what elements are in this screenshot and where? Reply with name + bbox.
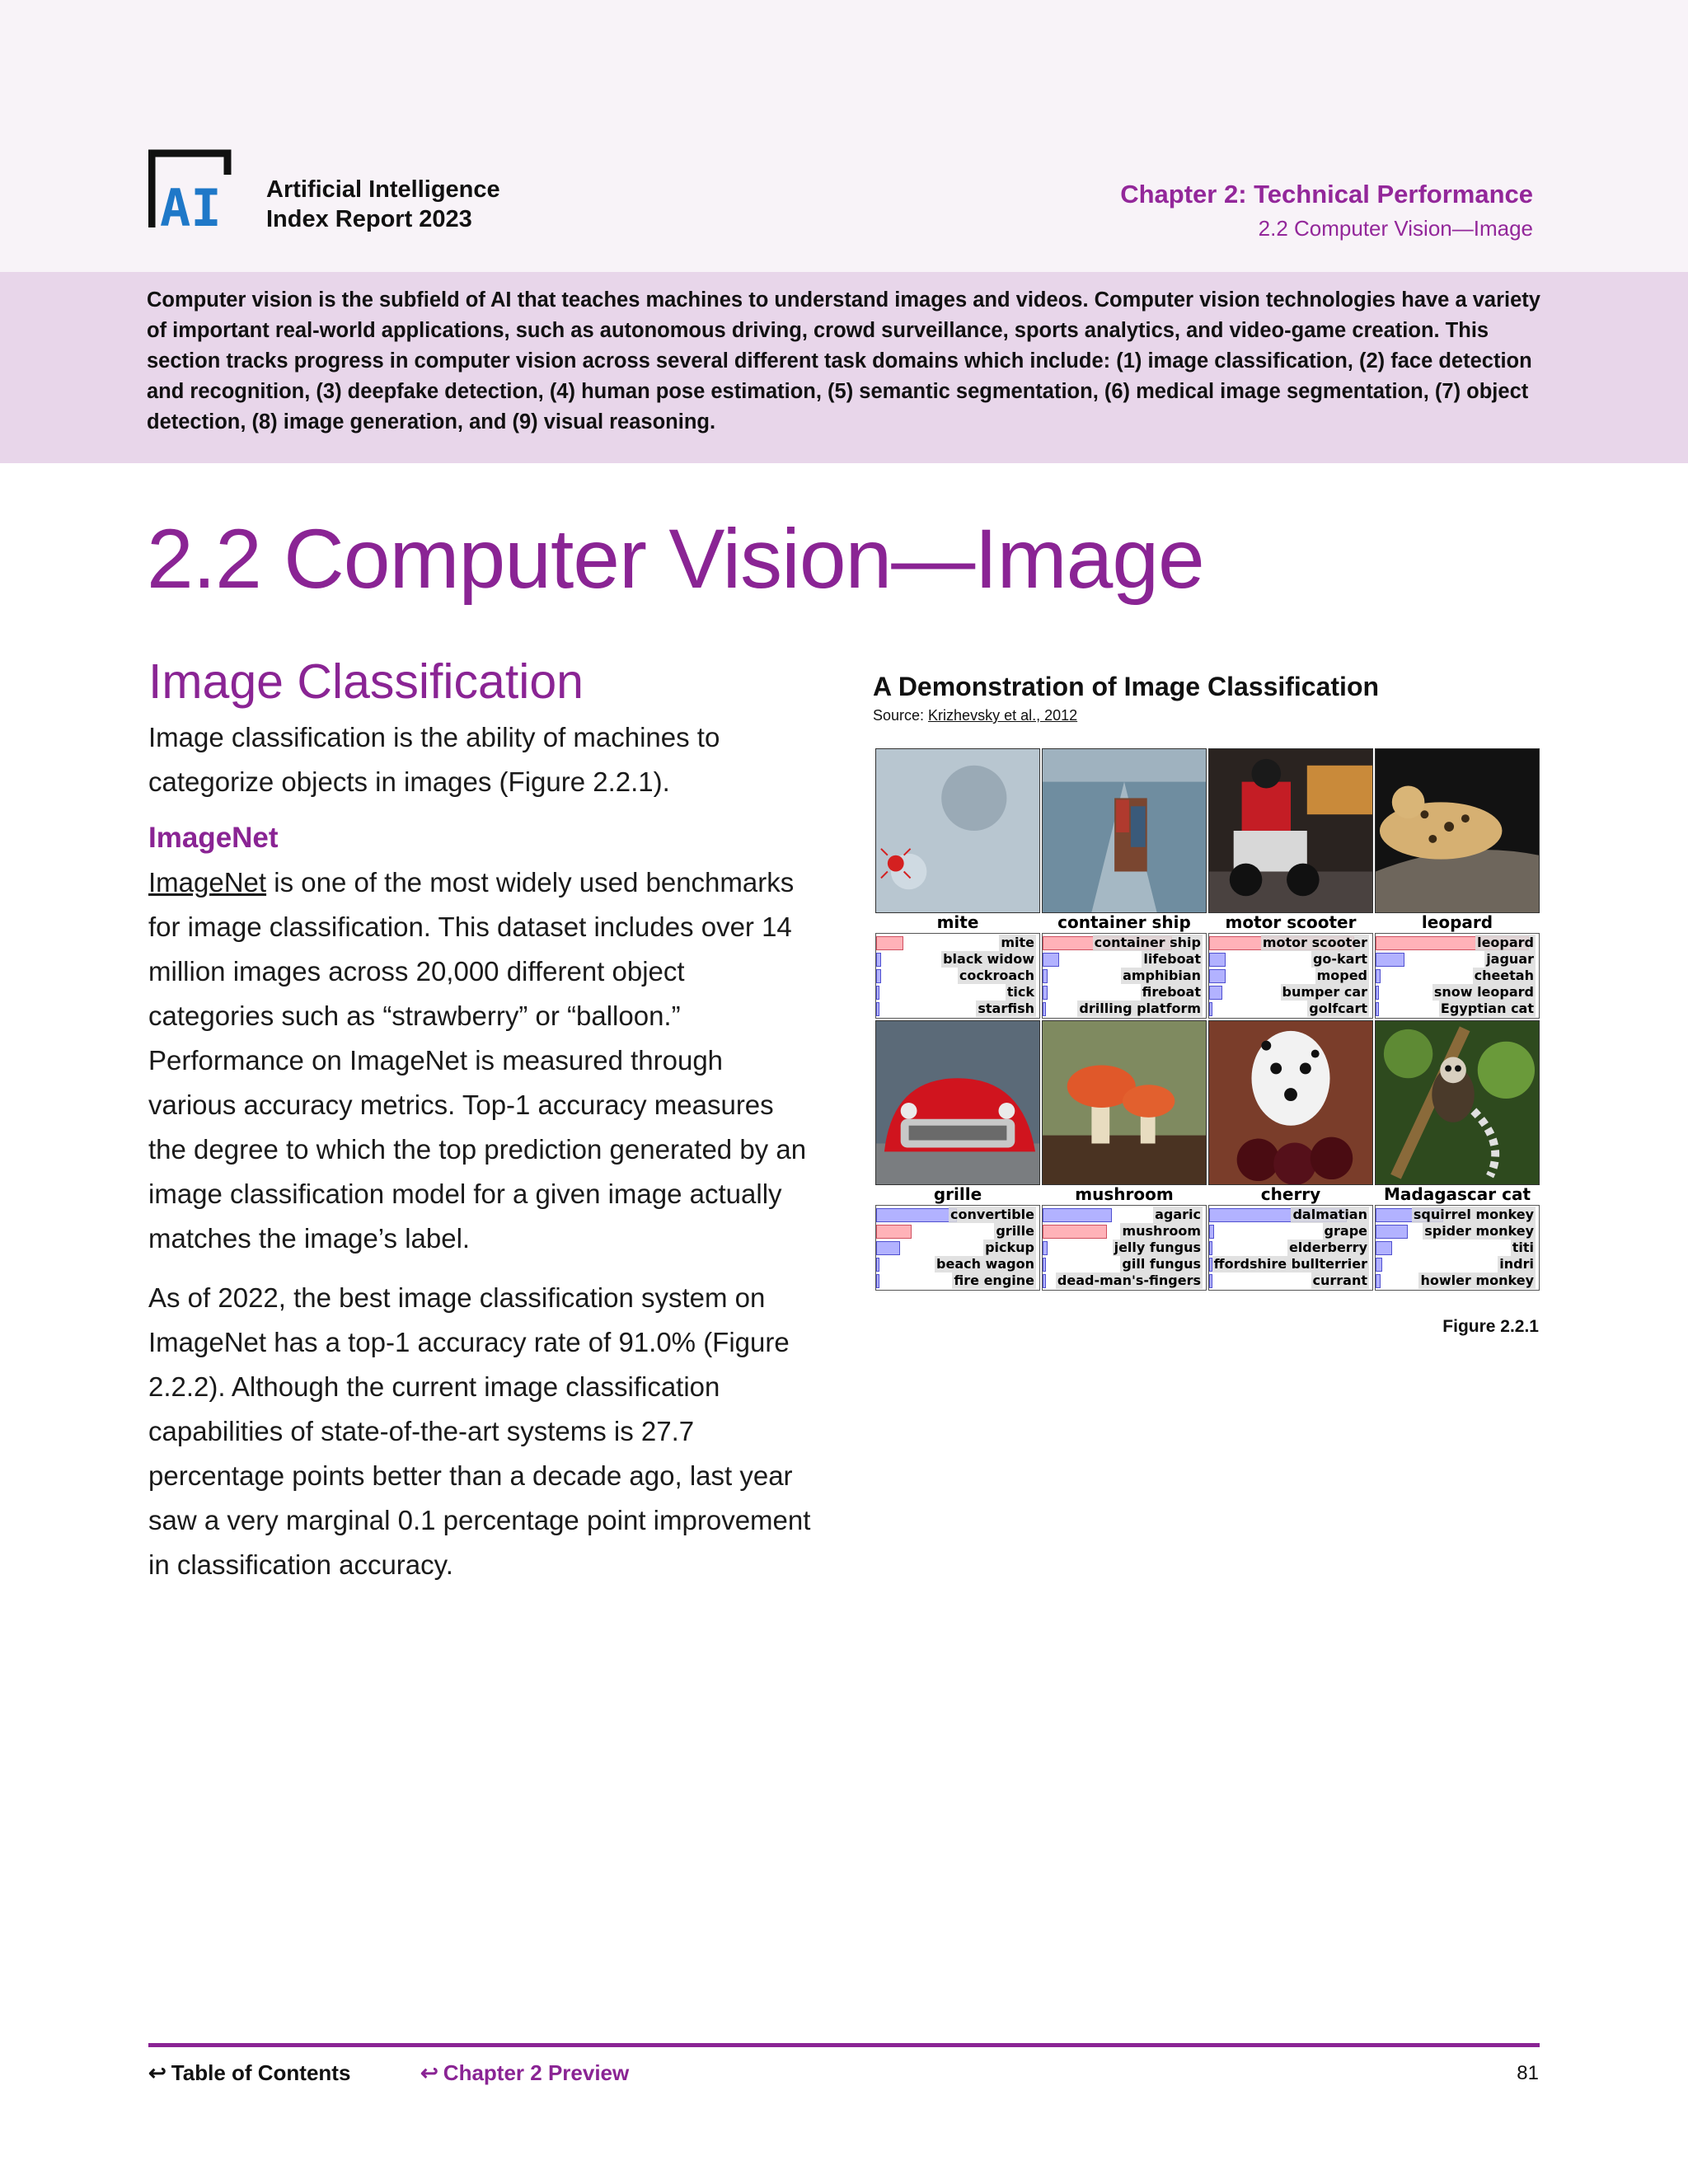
prediction-score-bar	[1209, 1274, 1212, 1288]
classification-example	[1375, 748, 1540, 1020]
mushroom-photo	[1042, 1020, 1207, 1185]
prediction-label: dalmatian	[1292, 1207, 1367, 1222]
prediction-row	[1209, 984, 1372, 1001]
prediction-label: bumper car	[1282, 984, 1367, 1000]
madagascar-cat-photo	[1375, 1020, 1540, 1185]
body-column	[148, 653, 816, 1602]
chapter-preview-link[interactable]	[420, 2060, 629, 2086]
prediction-score-bar	[1376, 1274, 1381, 1288]
prediction-list	[875, 933, 1040, 1019]
prediction-score-bar	[1043, 1208, 1112, 1222]
prediction-score-bar	[1209, 953, 1226, 967]
prediction-score-bar	[1376, 1241, 1392, 1255]
prediction-row	[1376, 1223, 1539, 1240]
classification-example	[1042, 1020, 1207, 1292]
prediction-label: howler monkey	[1420, 1272, 1534, 1288]
prediction-row	[1043, 935, 1206, 951]
prediction-label: starfish	[978, 1001, 1034, 1016]
intro-paragraph: Computer vision is the subfield of AI that teaches machines to understand images and videos. Computer vision technologies have a variety of important real-world applications, such as autonomous driving, crowd surveillance, sports analytics, and video-game creation. This section tracks progress in computer vision across several different task domains which include: (1) image classification, (2) face detection and recognition, (3) deepfake detection, (4) human pose estimation, (5) semantic segmentation, (6) medical image segmentation, (7) object detection, (8) image generation, and (9) visual reasoning.	[147, 288, 1540, 434]
source-link[interactable]: Krizhevsky et al., 2012	[928, 707, 1078, 724]
prediction-label: convertible	[950, 1207, 1034, 1222]
page-number: 81	[1517, 2062, 1539, 2084]
prediction-row	[1043, 984, 1206, 1001]
prediction-label: drilling platform	[1079, 1001, 1201, 1016]
prediction-row	[1376, 1240, 1539, 1256]
prediction-score-bar	[1209, 1225, 1214, 1239]
prediction-row	[1209, 1272, 1372, 1289]
intro-body-paragraph: Image classification is the ability of machines to categorize objects in images (Figure 2.2.1).	[148, 722, 720, 797]
prediction-row	[1043, 1223, 1206, 1240]
section-subtitle[interactable]: 2.2 Computer Vision—Image	[1258, 216, 1533, 241]
prediction-row	[1376, 1001, 1539, 1017]
prediction-row	[1376, 1272, 1539, 1289]
prediction-label: beach wagon	[936, 1256, 1034, 1272]
toc-label: Table of Contents	[171, 2060, 351, 2085]
report-title	[266, 175, 500, 234]
prediction-label: cheetah	[1474, 968, 1534, 983]
prediction-row	[1209, 935, 1372, 951]
prediction-score-bar	[1043, 1258, 1046, 1272]
prediction-score-bar	[876, 969, 881, 983]
return-arrow-icon: ↩	[420, 2060, 438, 2085]
prediction-list	[875, 1205, 1040, 1291]
ground-truth-label: leopard	[1421, 912, 1493, 932]
prediction-score-bar	[1043, 1002, 1046, 1016]
prediction-row	[876, 984, 1039, 1001]
svg-text:AI: AI	[160, 178, 222, 231]
prediction-row	[876, 951, 1039, 968]
prediction-row	[1209, 1240, 1372, 1256]
prediction-label: mite	[1001, 935, 1034, 950]
prediction-row	[876, 968, 1039, 984]
prediction-row	[1209, 1001, 1372, 1017]
prediction-score-bar	[1043, 1241, 1048, 1255]
prediction-score-bar	[1043, 986, 1048, 1000]
prediction-row	[1376, 968, 1539, 984]
figure-source	[873, 707, 1077, 724]
prediction-score-bar	[876, 1225, 912, 1239]
prediction-label: currant	[1312, 1272, 1367, 1288]
prediction-score-bar	[876, 986, 879, 1000]
prediction-label: grape	[1324, 1223, 1367, 1239]
page-title: 2.2 Computer Vision—Image	[147, 512, 1204, 606]
motor-scooter-photo	[1208, 748, 1373, 913]
prediction-score-bar	[1376, 1225, 1408, 1239]
prediction-row	[876, 1256, 1039, 1272]
ground-truth-label: cherry	[1260, 1184, 1321, 1204]
prediction-label: Egyptian cat	[1440, 1001, 1534, 1016]
figure-title: A Demonstration of Image Classification	[873, 672, 1380, 701]
prediction-label: dead-man's-fingers	[1057, 1272, 1201, 1288]
imagenet-link[interactable]: ImageNet	[148, 867, 267, 898]
report-title-line2: Index Report 2023	[266, 206, 472, 232]
prediction-row	[1209, 951, 1372, 968]
mite-photo	[875, 748, 1040, 913]
prediction-list	[1375, 1205, 1540, 1291]
ground-truth-label: motor scooter	[1225, 912, 1357, 932]
prediction-label: black widow	[943, 951, 1034, 967]
image-classification-heading: Image Classification	[148, 654, 584, 709]
prediction-row	[876, 1272, 1039, 1289]
classification-example	[1375, 1020, 1540, 1292]
prediction-label: tick	[1006, 984, 1034, 1000]
prediction-row	[876, 935, 1039, 951]
prediction-label: container ship	[1094, 935, 1201, 950]
classification-example	[875, 1020, 1040, 1292]
prediction-row	[1043, 1207, 1206, 1223]
prediction-row	[1376, 935, 1539, 951]
prediction-label: agaric	[1155, 1207, 1201, 1222]
prediction-score-bar	[1209, 969, 1226, 983]
prediction-row	[876, 1207, 1039, 1223]
prediction-score-bar	[1043, 953, 1059, 967]
ground-truth-label: mite	[936, 912, 979, 932]
prediction-score-bar	[876, 1274, 879, 1288]
prediction-row	[1209, 1207, 1372, 1223]
imagenet-paragraph	[148, 860, 816, 1261]
prediction-list	[1375, 933, 1540, 1019]
prediction-label: spider monkey	[1424, 1223, 1534, 1239]
classification-example	[875, 748, 1040, 1020]
prediction-label: indri	[1499, 1256, 1534, 1272]
classification-example	[1208, 1020, 1373, 1292]
prediction-row	[1043, 1256, 1206, 1272]
prediction-row	[1376, 984, 1539, 1001]
prediction-row	[1043, 1001, 1206, 1017]
prediction-score-bar	[1043, 1274, 1046, 1288]
prediction-row	[1376, 951, 1539, 968]
prediction-label: amphibian	[1123, 968, 1201, 983]
chapter-title[interactable]: Chapter 2: Technical Performance	[1120, 180, 1533, 209]
prediction-score-bar	[876, 1002, 879, 1016]
prediction-row	[1043, 968, 1206, 984]
imagenet-paragraph-text: is one of the most widely used benchmarks for image classification. This dataset includes over 14 million images across 20,000 different object categories such as “strawberry” or “balloon.” Performance on ImageNet is measured through various accuracy metrics. Top-1 accuracy measures the degree to which the top prediction generated by an image classification model for a given image actually matches the image’s label.	[148, 867, 807, 1254]
prediction-label: pickup	[985, 1240, 1034, 1255]
accuracy-paragraph: As of 2022, the best image classification system on ImageNet has a top-1 accuracy rate of 91.0% (Figure 2.2.2). Although the current image classification capabilities of state-of-the-art systems is 27.7 percentage points better than a decade ago, last year saw a very marginal 0.1 percentage point improvement in classification accuracy.	[148, 1282, 811, 1580]
figure-caption: Figure 2.2.1	[1442, 1317, 1539, 1336]
prediction-score-bar	[1209, 986, 1222, 1000]
prediction-label: go-kart	[1312, 951, 1367, 967]
classification-example	[1208, 748, 1373, 1020]
prediction-label: squirrel monkey	[1413, 1207, 1534, 1222]
source-prefix: Source:	[873, 707, 929, 724]
table-of-contents-link[interactable]	[148, 2060, 350, 2086]
prediction-score-bar	[876, 1241, 900, 1255]
return-arrow-icon: ↩	[148, 2060, 166, 2085]
prediction-score-bar	[1376, 969, 1381, 983]
prediction-row	[876, 1001, 1039, 1017]
prediction-label: gill fungus	[1122, 1256, 1201, 1272]
prediction-score-bar	[1376, 1002, 1379, 1016]
prediction-label: motor scooter	[1262, 935, 1367, 950]
prediction-label: grille	[996, 1223, 1034, 1239]
prediction-label: jaguar	[1486, 951, 1534, 967]
prediction-label: cockroach	[959, 968, 1034, 983]
prediction-score-bar	[1043, 969, 1048, 983]
prediction-row	[1209, 1223, 1372, 1240]
prediction-score-bar	[876, 936, 903, 950]
prediction-score-bar	[1376, 986, 1379, 1000]
ground-truth-label: container ship	[1057, 912, 1191, 932]
ground-truth-label: grille	[933, 1184, 982, 1204]
prediction-score-bar	[1209, 1002, 1212, 1016]
prediction-score-bar	[1043, 1225, 1107, 1239]
prediction-row	[1043, 951, 1206, 968]
prediction-row	[876, 1240, 1039, 1256]
prediction-list	[1208, 933, 1373, 1019]
prediction-row	[1043, 1272, 1206, 1289]
prediction-label: moped	[1316, 968, 1367, 983]
prediction-row	[1043, 1240, 1206, 1256]
prediction-row	[1376, 1207, 1539, 1223]
classification-figure	[875, 748, 1540, 1292]
cherry-photo	[1208, 1020, 1373, 1185]
prediction-list	[1208, 1205, 1373, 1291]
prediction-list	[1042, 933, 1207, 1019]
prediction-score-bar	[876, 1208, 957, 1222]
prediction-label: snow leopard	[1433, 984, 1534, 1000]
prediction-row	[1209, 968, 1372, 984]
prediction-score-bar	[876, 953, 881, 967]
prediction-label: fire engine	[954, 1272, 1034, 1288]
imagenet-heading: ImageNet	[148, 822, 279, 854]
prediction-row	[1376, 1256, 1539, 1272]
prediction-label: fireboat	[1142, 984, 1201, 1000]
prediction-score-bar	[1376, 1258, 1382, 1272]
prediction-label: leopard	[1477, 935, 1534, 950]
grille-photo	[875, 1020, 1040, 1185]
classification-example	[1042, 748, 1207, 1020]
prediction-label: lifeboat	[1143, 951, 1201, 967]
container-ship-photo	[1042, 748, 1207, 913]
prediction-label: jelly fungus	[1114, 1240, 1201, 1255]
leopard-photo	[1375, 748, 1540, 913]
ground-truth-label: Madagascar cat	[1383, 1184, 1531, 1204]
prediction-label: elderberry	[1288, 1240, 1367, 1255]
prediction-score-bar	[1209, 1241, 1212, 1255]
report-title-line1: Artificial Intelligence	[266, 176, 500, 203]
prediction-list	[1042, 1205, 1207, 1291]
chapter-preview-label: Chapter 2 Preview	[443, 2060, 630, 2085]
footer-divider	[148, 2043, 1540, 2047]
prediction-label: golfcart	[1309, 1001, 1367, 1016]
prediction-row	[1209, 1256, 1372, 1272]
ground-truth-label: mushroom	[1075, 1184, 1174, 1204]
prediction-label: titi	[1512, 1240, 1534, 1255]
prediction-label: ffordshire bullterrier	[1213, 1256, 1367, 1272]
prediction-label: mushroom	[1122, 1223, 1201, 1239]
prediction-row	[876, 1223, 1039, 1240]
prediction-score-bar	[876, 1258, 879, 1272]
prediction-score-bar	[1376, 953, 1404, 967]
ai-index-logo-icon	[148, 148, 241, 231]
